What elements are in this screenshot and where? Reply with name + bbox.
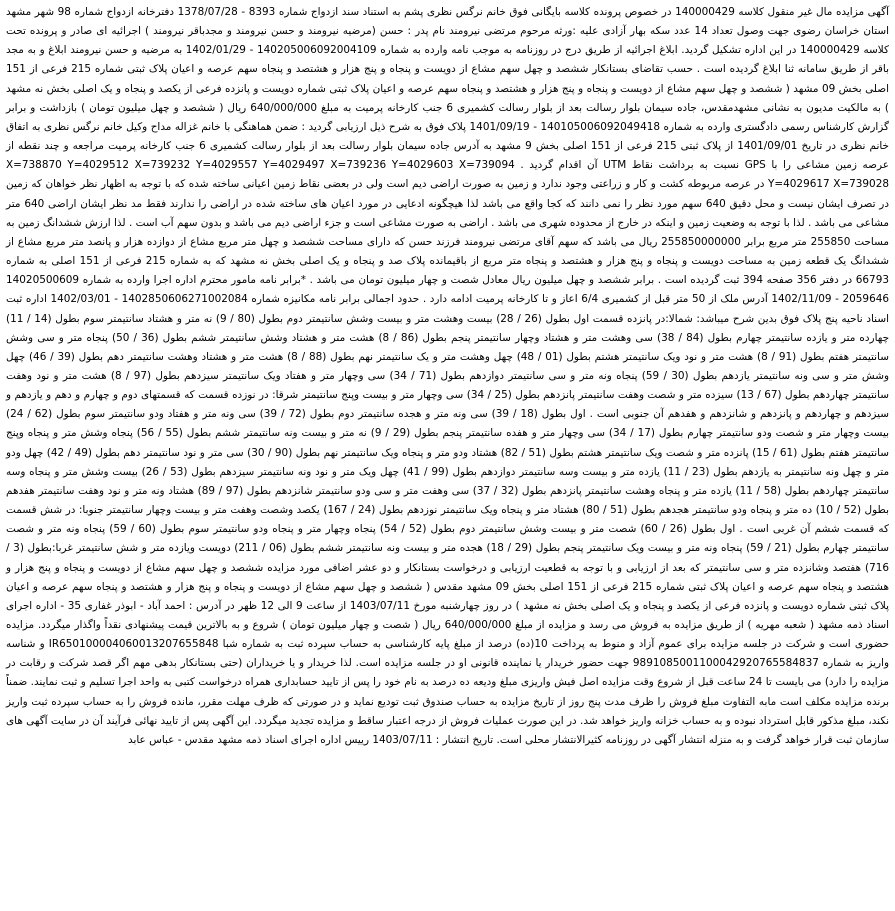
notice-body: آگهی مزایده مال غیر منقول کلاسه 140000429 در خصوص پرونده کلاسه بایگانی فوق خانم نرگس نظری پشم به استناد سند ازدواج شماره 8393 - 1378/07/28 دفترخانه ازدواج شماره 98 شهر مشهد استان خراسان رضوی جهت وصول تعداد 14 عدد سکه بهار آزادی علیه :ورثه مرحوم مرتضی نیرومند نام پدر : حسن (مرضیه نیرومند و حسن نیرومند و مجدباقر نیرومند ) اجرائیه ای صادر و پرونده تحت کلاسه 140000429 در این اداره تشکیل گردید. ابلاغ اجرائیه از طریق درج در روزنامه به موجب نامه وارده به شماره 14020500609​2004109 - 1402/01/29 به مرضیه و حسن نیرومند ابلاغ و به مجد باقر از طریق سامانه ثنا ابلاغ گردیده است . حسب تقاضای بستانکار ششصد و چهل سهم مشاع از دویست و پنجاه و پنج هزار و هشتصد و پنجاه سهم عرصه و اعیان پلاک ثبتی شماره 215 فرعی از 151 اصلی بخش 09 مشهد ( ششصد و چهل سهم مشاع از دویست و پنجاه و پنج هزار و هشتصد و پنجاه سهم عرصه و اعیان پلاک ثبتی شماره دویست و پانزده فرعی از یکصد و پنجاه و یک اصلی بخش نه مشهد ) به مالکیت مدیون به نشانی مشهدمقدس، جاده سیمان بلوار رسالت بعد از بلوار رسالت کشمیری 6 جنب کارخانه پرمیت به مبلغ 640/000/000 ریال ( ششصد و چهل میلیون تومان ) بازداشت و برابر گزارش کارشناس رسمی دادگستری وارده به شماره 14010500609​2049418 - 1401/09/19 پلاک فوق به شرح ذیل ارزیابی گردید : ضمن هماهنگی با خانم غزاله مداح وکیل خانم نرگس نظری به اتفاق خانم نظری در تاریخ 1401/09/01 از پلاک ثبتی 215 فرعی از 151 اصلی بخش 9 مشهد به آدرس جاده سیمان بلوار رسالت بعد از بلوار رسالت کشمیری 6 جنب کارخانه پرمیت مراجعه و چند نقطه از عرصه زمین مشاعی را با GPS نسبت به برداشت نقاط UTM آن اقدام گردید . X=738870 Y=4029512 X=739232 Y=4029557 Y=4029497 X=739236 Y=4029603 X=739094 Y=4029617 X=739028 در عرصه مربوطه کشت و کار و زراعتی وجود ندارد و زمین به صورت اراضی دیم است ولی در بعضی نقاط زمین اعیانی ساخته شده که با توجه به اظهار نظر خواهان که زمین در تصرف ایشان نیست و محل دقیق 640 سهم مورد نظر را نمی دانند که کجا واقع می باشد لذا هیچگونه ادعایی در مورد اعیان های ساخته شده در اراضی را ندارند فقط مد نظر ایشان اراضی 640 متر مشاعی می باشد . لذا با توجه به وضعیت زمین و اینکه در خارج از محدوده شهری می باشد . اراضی به صورت مشاعی است و جزء اراضی دیم می باشد و بدون سهم آب است . لذا ارزش ششدانگ زمین به مساحت 255850 متر مربع برابر 255850000000 ریال می باشد که سهم آقای مرتضی نیرومند فرزند حسن که دارای مساحت ششصد و چهل متر مربع مشاع از دوازده هزار و پانصد متر مربع مشاع از ششدانگ یک قطعه زمین به مساحت دویست و پنجاه و پنج هزار و هشتصد و پنجاه متر مربع از باقیمانده پلاک صد و پنجاه و یک اصلی بخش نه مشهد که به شماره 215 فرعی از 151 اصلی به شماره 66793 در دفتر 356 صفحه 394 ثبت گردیده است . برابر ششصد و چهل میلیون ریال معادل شصت و چهار میلیون تومان می باشد . *برابر نامه مامور محترم اداره اجرا وارده به شماره 14020500609​2059646 - 1402/11/09 آدرس ملک از 50 متر قبل از کشمیری 6/4 اعاز و تا کارخانه پرمیت ادامه دارد . حدود اجمالی برابر نامه مکانیزه شماره 14028506062​71002084 - 1402/03/01 اداره ثبت اسناد ناحیه پنج پلاک فوق بدین شرح میباشد: شمالا:در پانزده قسمت اول بطول (26 / 28) بیست وهشت متر و بیست وشش سانتیمتر دوم بطول (80 / 9) نه متر و هشتاد سانتیمتر سوم بطول (14 / 11) چهارده متر و یازده سانتیمتر چهارم بطول (84 / 38) سی وهشت متر و هشتاد وچهار سانتیمتر پنجم بطول (86 / 8) هشت متر و هشتاد وشش سانتیمتر ششم بطول (36 / 50) پنجاه متر و سی وشش سانتیمتر هفتم بطول (91 / 8) هشت متر و نود ویک سانتیمتر هشتم بطول (01 / 48) چهل وهشت متر و یک سانتیمتر نهم بطول (88 / 8) هشت متر و هشتاد وهشت سانتیمتر دهم بطول (39 / 46) چهل وشش متر و سی ونه سانتیمتر یازدهم بطول (30 / 59) پنجاه ونه متر و سی سانتیمتر دوازدهم بطول (71 / 34) سی وچهار متر و هفتاد ویک سانتیمتر سیزدهم بطول (97 / 8) هشت متر و نود وهفت سانتیمتر چهاردهم بطول (67 / 13) سیزده متر و شصت وهفت سانتیمتر پانزدهم بطول (25 / 34) سی وچهار متر و بیست وپنج سانتیمتر شرقا: در نوزده قسمت که قسمتهای دوم و چهارم و دهم و یازدهم و سیزدهم و چهاردهم و پانزدهم و شانزدهم و هفدهم آن جنوبی است . اول بطول (18 / 39) سی ونه متر و هجده سانتیمتر دوم بطول (72 / 39) سی ونه متر و هفتاد ودو سانتیمتر سوم بطول (62 / 24) بیست وچهار متر و شصت ودو سانتیمتر چهارم بطول (17 / 34) سی وچهار متر و هفده سانتیمتر پنجم بطول (29 / 9) نه متر و بیست ونه سانتیمتر ششم بطول (55 / 56) پنجاه وشش متر و پنجاه وپنج سانتیمتر هفتم بطول (61 / 15) پانزده متر و شصت ویک سانتیمتر هشتم بطول (51 / 82) هشتاد ودو متر و پنجاه ویک سانتیمتر نهم بطول (90 / 30) سی متر و نود سانتیمتر دهم بطول (49 / 42) چهل ودو متر و چهل ونه سانتیمتر به یازدهم بطول (23 / 11) یازده متر و بیست وسه سانتیمتر دوازدهم بطول (99 / 41) چهل ویک متر و نود ونه سانتیمتر سیزدهم بطول (53 / 26) بیست وشش متر و پنجاه وسه سانتیمتر چهاردهم بطول (58 / 11) یازده متر و پنجاه وهشت سانتیمتر پانزدهم بطول (32 / 37) سی وهفت متر و سی ودو سانتیمتر شانزدهم بطول (97 / 89) هشتاد ونه متر و نود وهفت سانتیمتر هفدهم بطول (52 / 10) ده متر و پنجاه ودو سانتیمتر هجدهم بطول (51 / 80) هشتاد متر و پنجاه ویک سانتیمتر نوزدهم بطول (24 / 167) یکصد وشصت وهفت متر و بیست وچهار سانتیمتر جنوبا: در شش قسمت که قسمت ششم آن غربی است . اول بطول (26 / 60) شصت متر و بیست وشش سانتیمتر دوم بطول (52 / 54) پنجاه وچهار متر و پنجاه ودو سانتیمتر سوم بطول (60 / 59) پنجاه ونه متر و شصت سانتیمتر چهارم بطول (21 / 59) پنجاه ونه متر و بیست ویک سانتیمتر پنجم بطول (29 / 18) هجده متر و بیست ونه سانتیمتر ششم بطول (06 / 211) دویست ویازده متر و شش سانتیمتر غربا:بطول (3 / 716) هفتصد وشانزده متر و سی سانتیمتر که بعد از ارزیابی و با توجه به قطعیت ارزیابی و درخواست بستانکار و دو عشر اضافی مورد مزایده ششصد و چهل سهم مشاع از دویست و پنجاه و پنج هزار و هشتصد و پنجاه سهم عرصه و اعیان پلاک ثبتی شماره 215 فرعی از 151 اصلی بخش 09 مشهد مقدس ( ششصد و چهل سهم مشاع از دویست و پنجاه و پنج هزار و هشتصد و پنجاه سهم عرصه و اعیان پلاک ثبتی شماره دویست و پانزده فرعی از یکصد و پنجاه و یک اصلی بخش نه مشهد ) در روز چهارشنبه مورخ 1403/07/11 از ساعت 9 الی 12 ظهر در آدرس : احمد آباد - ابوذر غفاری 35 - اداره اجرای اسناد ذمه مشهد ( شعبه مهریه ) از طریق مزایده به فروش می رسد و مزایده از مبلغ 640/000/000 ریال ( شصت و چهار میلیون تومان ) شروع و به بالاترین قیمت پیشنهادی نقداً واگذار میگردد. مزایده حضوری است و شرکت در جلسه مزایده برای عموم آزاد و منوط به پرداخت 10(ده) درصد از مبلغ پایه کارشناسی به حساب سپرده ثبت به شماره شبا IR650100004060013207655848 و شناسه واریز به شماره 989108500110004292076​5584837 جهت حضور خریدار یا نماینده قانونی او در جلسه مزایده است. لذا خریدار و یا خریداران (حتی بستانکار بدهی مهم اگر قصد شرکت و رقابت در مزایده را دارد) می بایست تا 24 ساعت قبل از شروع وقت مزایده اصل فیش واریزی مبلغ ودیعه ده درصد به نام خود را پس از تایید حسابداری همراه درخواست کتبی به واحد اجرا تسلیم و ثبت نمایند. ضمناً برنده مزایده مکلف است مابه التفاوت مبلغ فروش را ظرف مدت پنج روز از تاریخ مزایده به حساب صندوق ثبت تودیع نماید و در صورتی که ظرف مهلت مقرر، مانده فروش را به حساب سپرده ثبت واریز نکند، مبلغ مذکور قابل استرداد نبوده و به حساب خزانه واریز خواهد شد. در این صورت عملیات فروش از درجه اعتبار ساقط و مزایده تجدید میگردد. این آگهی پس از تایید نهائی فرآیند آن در سایت آگهی های سازمان ثبت قرار خواهد گرفت و به منزله انتشار آگهی در روزنامه کثیرالانتشار محلی است. تاریخ انتشار : 1403/07/11 رییس اداره اجرای اسناد ذمه مشهد مقدس - عباس عابد (6, 6, 890, 746)
